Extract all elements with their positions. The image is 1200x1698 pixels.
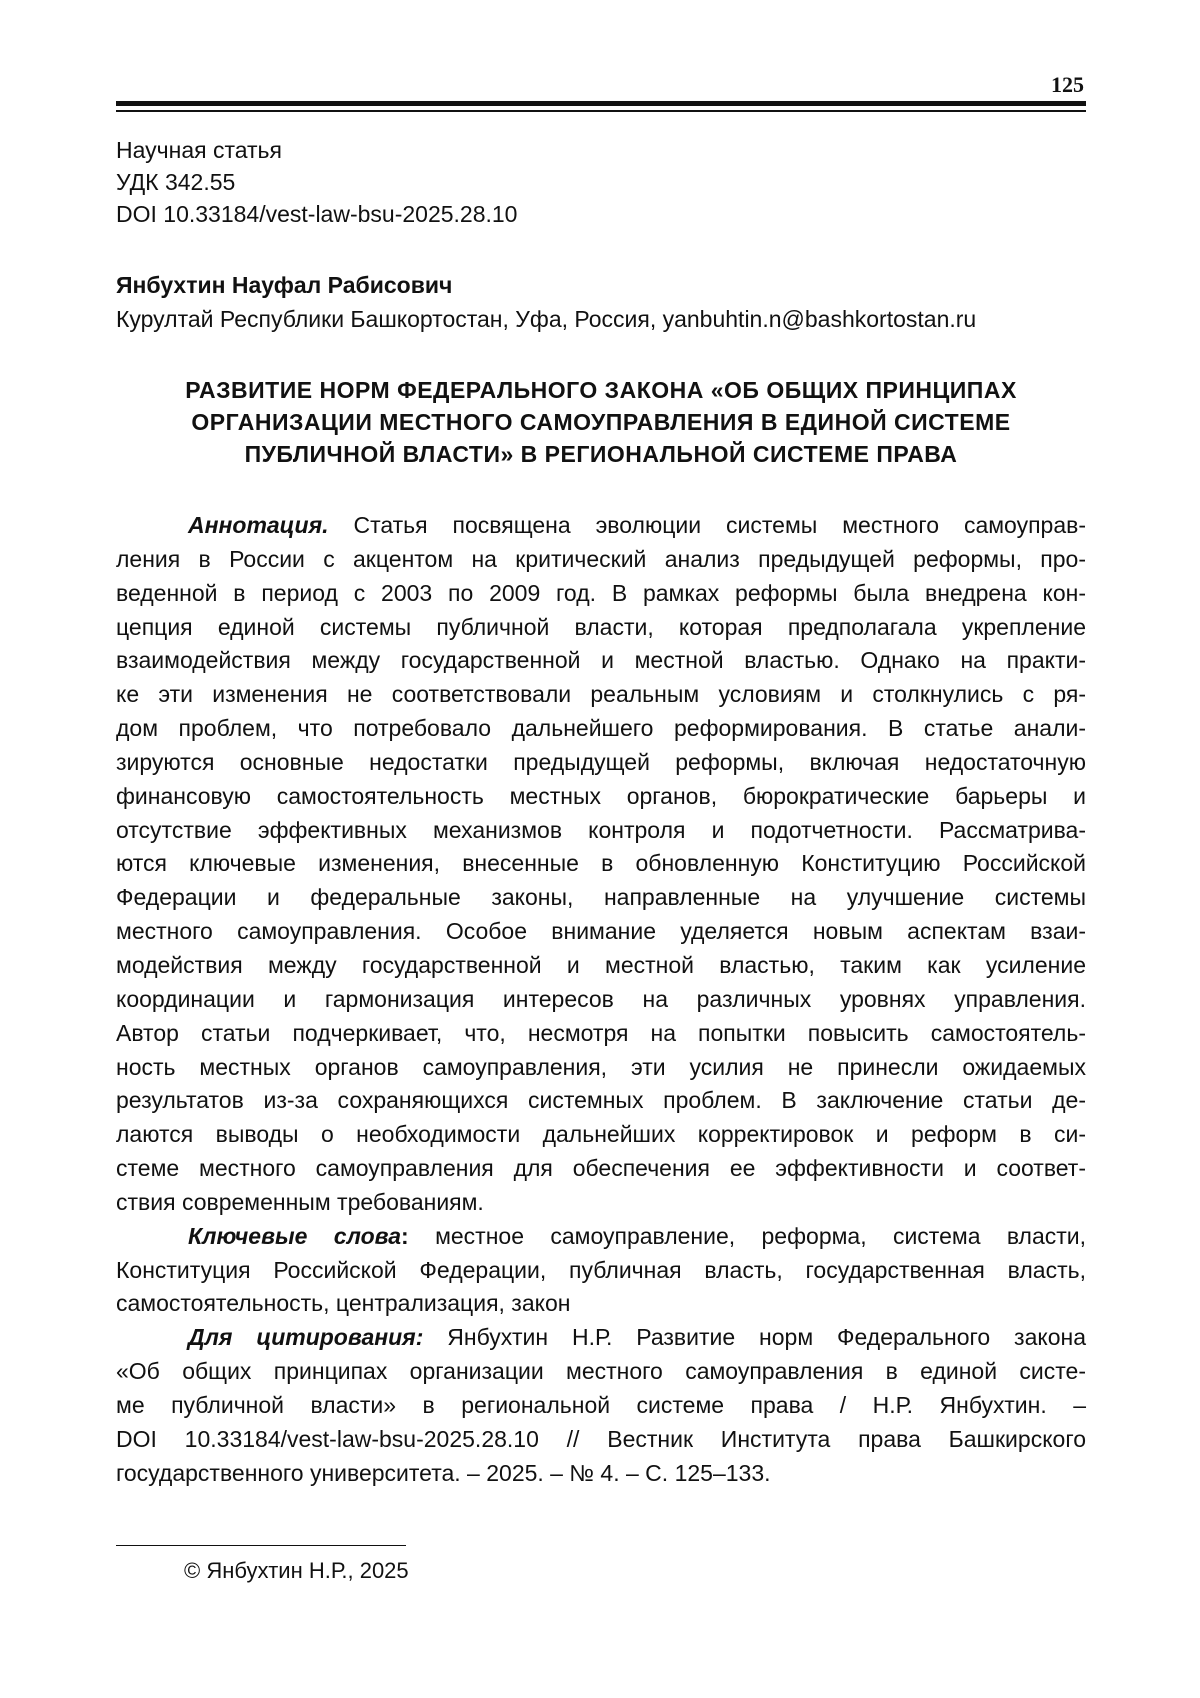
keywords-line: самостоятельность, централизация, закон: [116, 1290, 571, 1317]
abstract-line: цепция единой системы публичной власти, которая предполагала укрепление: [116, 613, 1086, 640]
citation-first-line: [116, 1321, 1086, 1355]
article-type: Научная статья: [116, 137, 282, 163]
abstract-line: местного самоуправления. Особое внимание уделяется новым аспектам взаи-: [116, 918, 1086, 945]
abstract-line: результатов из-за сохраняющихся системных проблем. В заключение статьи де-: [116, 1087, 1086, 1114]
abstract-line: зируются основные недостатки предыдущей реформы, включая недостаточную: [116, 748, 1086, 775]
header-rule-thin: [116, 110, 1086, 112]
keywords-first-line: [116, 1220, 1086, 1254]
abstract-line: дом проблем, что потребовало дальнейшего реформирования. В статье анали-: [116, 715, 1086, 742]
footnote-rule: [116, 1545, 406, 1546]
article-title: [116, 374, 1086, 470]
title-line: ПУБЛИЧНОЙ ВЛАСТИ» В РЕГИОНАЛЬНОЙ СИСТЕМЕ ПРАВА: [244, 441, 958, 467]
keywords-text: местное самоуправление, реформа, система власти,: [435, 1222, 1087, 1249]
author-affiliation: Курултай Республики Башкортостан, Уфа, Россия, yanbuhtin.n@bashkortostan.ru: [116, 306, 977, 332]
keywords-line: Конституция Российской Федерации, публичная власть, государственная власть,: [116, 1256, 1086, 1283]
abstract-line: ность местных органов самоуправления, эти усилия не принесли ожидаемых: [116, 1053, 1086, 1080]
article-meta: [116, 134, 517, 230]
title-line: ОРГАНИЗАЦИИ МЕСТНОГО САМОУПРАВЛЕНИЯ В ЕДИНОЙ СИСТЕМЕ: [191, 409, 1011, 435]
header-rule-thick: [116, 101, 1086, 106]
citation-text: Янбухтин Н.Р. Развитие норм Федерального закона: [447, 1324, 1086, 1351]
keywords-label: [188, 1223, 409, 1249]
abstract-text: Статья посвящена эволюции системы местного самоуправ-: [353, 512, 1086, 538]
abstract-line: ления в России с акцентом на критический анализ предыдущей реформы, про-: [116, 545, 1086, 572]
abstract-line: ке эти изменения не соответствовали реальным условиям и столкнулись с ря-: [116, 681, 1086, 708]
abstract-line: ются ключевые изменения, внесенные в обновленную Конституцию Российской: [116, 850, 1086, 877]
doi: DOI 10.33184/vest-law-bsu-2025.28.10: [116, 201, 518, 227]
udc-code: УДК 342.55: [116, 169, 236, 195]
citation-line: государственного университета. – 2025. – № 4. – С. 125–133.: [116, 1459, 771, 1486]
abstract-line: взаимодействия между государственной и местной властью. Однако на практи-: [116, 647, 1086, 674]
abstract-label: Аннотация.: [188, 512, 329, 538]
article-body: [116, 509, 1086, 1490]
abstract-line: лаются выводы о необходимости дальнейших корректировок и реформ в си-: [116, 1121, 1086, 1148]
abstract-line: Федерации и федеральные законы, направленные на улучшение системы: [116, 884, 1086, 911]
citation-line: DOI 10.33184/vest-law-bsu-2025.28.10 // Вестник Института права Башкирского: [116, 1425, 1086, 1452]
copyright-notice: © Янбухтин Н.Р., 2025: [184, 1558, 409, 1583]
citation-line: «Об общих принципах организации местного самоуправления в единой систе-: [116, 1358, 1086, 1385]
citation-label: Для цитирования:: [188, 1324, 424, 1351]
title-line: РАЗВИТИЕ НОРМ ФЕДЕРАЛЬНОГО ЗАКОНА «ОБ ОБЩИХ ПРИНЦИПАХ: [185, 377, 1017, 403]
abstract-line: координации и гармонизация интересов на различных уровнях управления.: [116, 985, 1086, 1012]
keywords-label-text: Ключевые слова: [188, 1222, 402, 1249]
abstract-line: стеме местного самоуправления для обеспечения ее эффективности и соответ-: [116, 1155, 1086, 1182]
keywords-label-colon: :: [401, 1222, 409, 1249]
page-number: 125: [1051, 72, 1084, 97]
abstract-first-line: [116, 509, 1086, 543]
abstract-line: Автор статьи подчеркивает, что, несмотря на попытки повысить самостоятель-: [116, 1019, 1086, 1046]
abstract-line: ствия современным требованиям.: [116, 1188, 484, 1215]
abstract-line: отсутствие эффективных механизмов контроля и подотчетности. Рассматрива-: [116, 816, 1086, 843]
abstract-line: финансовую самостоятельность местных органов, бюрократические барьеры и: [116, 782, 1086, 809]
abstract-line: модействия между государственной и местной властью, таким как усиление: [116, 951, 1086, 978]
author-name: Янбухтин Науфал Рабисович: [116, 272, 453, 298]
citation-line: ме публичной власти» в региональной системе права / Н.Р. Янбухтин. –: [116, 1391, 1086, 1418]
abstract-line: веденной в период с 2003 по 2009 год. В рамках реформы была внедрена кон-: [116, 579, 1086, 606]
